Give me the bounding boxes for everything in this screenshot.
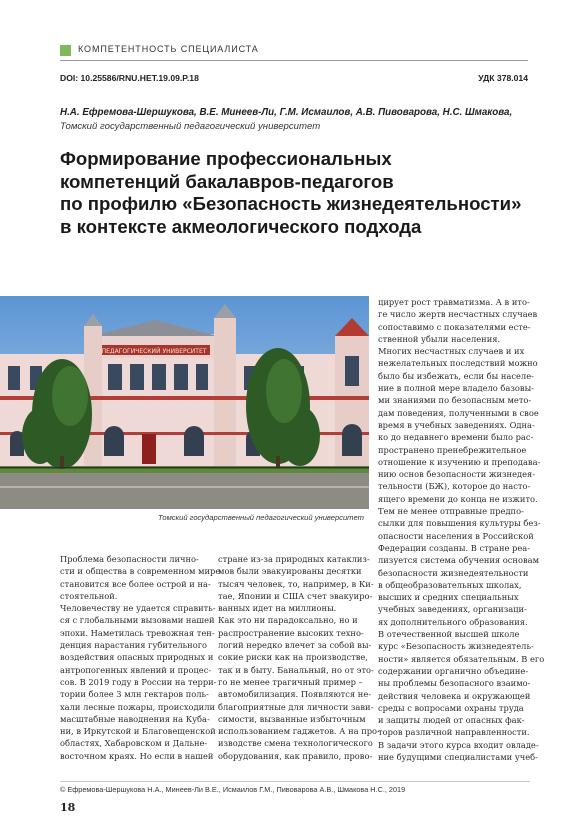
- text-line: Человечеству не удается справить-: [60, 603, 216, 614]
- text-line: ние будущими специалистами учеб-: [378, 751, 538, 762]
- text-line: сылки для повышения культуры без-: [378, 518, 541, 529]
- text-line: пространено пренебрежительное: [378, 444, 527, 455]
- text-line: ны проблемы безопасного взаимо-: [378, 678, 531, 689]
- text-line: содержании органично объедине-: [378, 665, 529, 676]
- text-line: стоятельной.: [60, 590, 118, 601]
- text-line: тысяч человек, то, например, в Ки-: [218, 578, 374, 589]
- text-line: симости, вызванные избыточным: [218, 713, 366, 724]
- text-line: оборудования, как правило, прово-: [218, 750, 373, 761]
- text-line: тории более 3 млн гектаров поль-: [60, 689, 209, 700]
- text-line: среды с вопросами охраны труда: [378, 702, 524, 713]
- text-line: торов различной направленности.: [378, 727, 530, 738]
- text-line: ся с глобальными вызовами нашей: [60, 615, 215, 626]
- text-line: антропогенных явлений и процес-: [60, 664, 212, 675]
- text-line: ности» является обязательным. В его: [378, 653, 545, 664]
- copyright-note: © Ефремова-Шершукова Н.А., Минеев-Ли В.Е., Исмаилов Г.М., Пивоварова А.В., Шмакова Н.С., 2019: [60, 785, 406, 794]
- text-line: эпохи. Наметилась тревожная тен-: [60, 627, 215, 638]
- text-line: дам поведения, полученными в свое: [378, 407, 539, 418]
- text-line: становится все более острой и на-: [60, 578, 211, 589]
- title-line: по профилю «Безопасность жизнедеятельности»: [60, 193, 522, 214]
- text-line: изводстве смена технологического: [218, 738, 373, 749]
- text-line: В отечественной высшей школе: [378, 629, 520, 640]
- affiliation: Томский государственный педагогический университет: [60, 121, 321, 132]
- text-line: опасности населения в Российской: [378, 530, 534, 541]
- text-line: ственной убыли населения.: [378, 333, 501, 344]
- text-line: денция нарастания губительного: [60, 640, 208, 651]
- text-line: цирует рост травматизма. А в ито-: [378, 297, 530, 307]
- doi: DOI: 10.25586/RNU.HET.19.09.P.18: [60, 73, 199, 83]
- header-divider: [60, 60, 528, 61]
- text-line: лизуется система обучения основам: [378, 555, 540, 566]
- text-line: ни, в Иркутской и Благовещенской: [60, 726, 216, 737]
- building-sign: ПЕДАГОГИЧЕСКИЙ УНИВЕРСИТЕТ: [101, 348, 207, 355]
- text-line: в общеобразовательных школах,: [378, 579, 522, 590]
- text-line: сов. В 2019 году в России на терри-: [60, 676, 217, 687]
- title-line: Формирование профессиональных: [60, 148, 392, 169]
- text-line: воздействия опасных природных и: [60, 652, 214, 663]
- text-line: благоприятные для личности зави-: [218, 701, 374, 712]
- text-line: курс «Безопасность жизнедеятель-: [378, 641, 534, 652]
- text-column-2: [218, 553, 380, 762]
- text-column-3: [378, 296, 545, 763]
- title-line: компетенций бакалавров-педагогов: [60, 170, 394, 192]
- building-illustration: [0, 296, 369, 509]
- text-line: Проблема безопасности лично-: [60, 554, 199, 564]
- authors: Н.А. Ефремова-Шершукова, В.Е. Минеев-Ли, Г.М. Исмаилов, А.В. Пивоварова, Н.С. Шмакова,: [60, 107, 513, 118]
- text-line: и защиты людей от опасных фак-: [378, 715, 525, 726]
- text-line: сопоставимо с показателями есте-: [378, 321, 531, 332]
- footer-divider: [60, 781, 530, 782]
- photo-caption: Томский государственный педагогический университет: [158, 513, 364, 522]
- text-line: распространение высоких техно-: [218, 627, 364, 638]
- section-label: КОМПЕТЕНТНОСТЬ СПЕЦИАЛИСТА: [78, 44, 259, 54]
- text-line: так и в быту. Банальный, но от это-: [218, 664, 374, 675]
- university-photo: [0, 296, 369, 509]
- text-line: ях дополнительного образования.: [378, 616, 528, 627]
- text-line: ге число жертв несчастных случаев: [378, 309, 538, 320]
- text-line: автомобилизация. Появляются не-: [218, 689, 372, 700]
- text-line: го не менее трагичный пример –: [218, 676, 363, 687]
- text-line: В задачи этого курса входит овладе-: [378, 739, 539, 750]
- udk-code: УДК 378.014: [478, 73, 528, 83]
- text-line: нежелательных последствий можно: [378, 358, 538, 369]
- text-line: время в учебных заведениях. Одна-: [378, 419, 535, 430]
- text-line: областях, Хабаровском и Дальне-: [60, 738, 208, 749]
- text-line: ми знаниями по безопасным мето-: [378, 395, 532, 406]
- text-line: учебных заведениях, организаци-: [378, 604, 527, 615]
- title-line: в контексте акмеологического подхода: [60, 215, 422, 237]
- text-line: ящего времени до конца не изжито.: [378, 493, 538, 504]
- text-line: использованием гаджетов. А на про-: [218, 726, 380, 737]
- text-line: отношение к изучению и преподава-: [378, 456, 541, 467]
- text-line: масштабные наводнения на Куба-: [60, 713, 210, 724]
- text-line: нию основ безопасности жизнедея-: [378, 469, 536, 480]
- article-title: [60, 148, 540, 238]
- text-line: мов были эвакуированы десятки: [218, 566, 362, 577]
- text-line: стране из-за природных катаклиз-: [218, 554, 370, 564]
- text-line: тае, Японии и США счет эвакуиро-: [218, 590, 373, 601]
- text-line: ко до недавнего времени было рас-: [378, 432, 534, 443]
- text-line: тельности (БЖ), которое до насто-: [378, 481, 531, 492]
- text-line: Как это ни парадоксально, но и: [218, 615, 358, 626]
- text-line: сти и общества в современном мире: [60, 566, 221, 577]
- text-line: безопасности жизнедеятельности: [378, 567, 529, 578]
- text-line: Многих несчастных случаев и их: [378, 346, 525, 357]
- text-line: ние в полной мере владело базовы-: [378, 383, 534, 394]
- text-line: логий нередко влечет за собой вы-: [218, 640, 372, 651]
- section-marker: [60, 45, 71, 56]
- text-line: ванных идет на миллионы.: [218, 603, 337, 614]
- text-column-1: [60, 553, 221, 762]
- text-line: действия человека и окружающей: [378, 690, 531, 701]
- text-line: Федерации созданы. В стране реа-: [378, 542, 531, 553]
- text-line: высших и средних специальных: [378, 592, 519, 603]
- text-line: восточном краях. Но если в нашей: [60, 750, 214, 761]
- text-line: Тем не менее отправные предпо-: [378, 506, 524, 517]
- text-line: было бы избежать, если бы населе-: [378, 370, 534, 381]
- text-line: хали лесные пожары, происходили: [60, 701, 215, 712]
- page-number: 18: [60, 801, 76, 814]
- text-line: сокие риски как на производстве,: [218, 652, 368, 663]
